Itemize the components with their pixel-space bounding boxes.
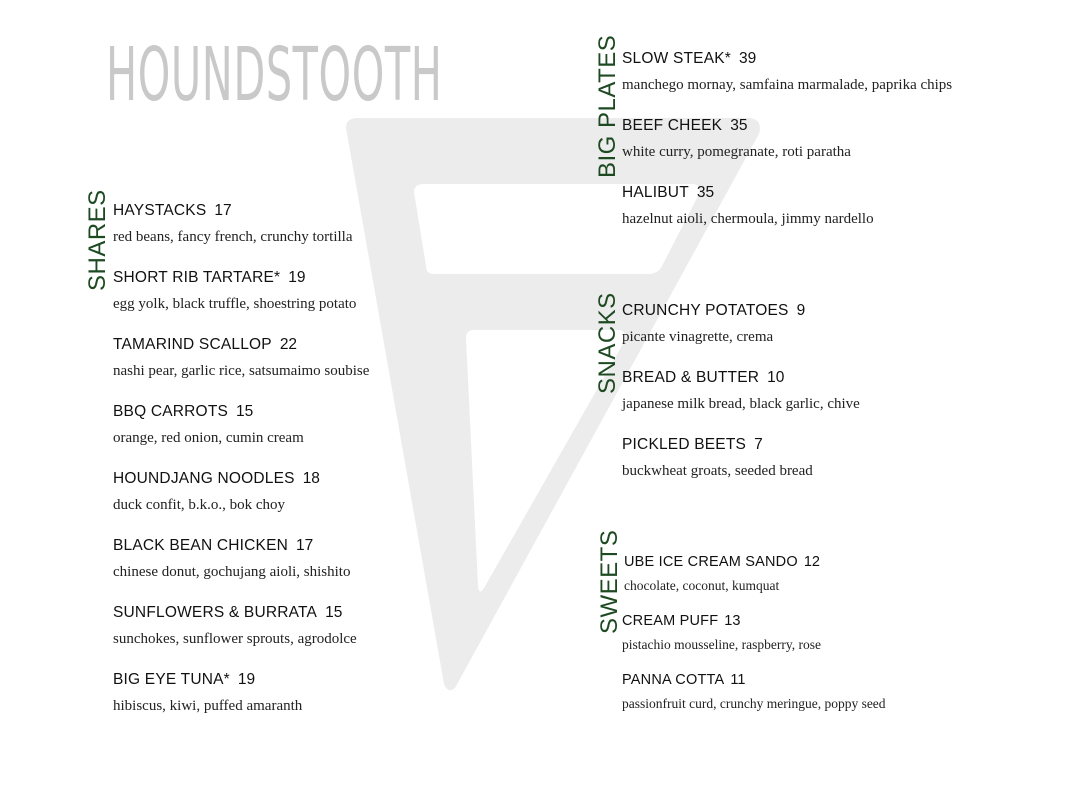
item-name: PICKLED BEETS: [622, 436, 747, 453]
item-price: 9: [796, 302, 806, 319]
menu-item: [113, 671, 302, 715]
menu-item: [113, 336, 369, 380]
item-description: hazelnut aioli, chermoula, jimmy nardello: [622, 211, 874, 227]
item-price: 19: [237, 671, 256, 688]
menu-item: [622, 184, 874, 228]
section-title-sweets: SWEETS: [596, 529, 623, 634]
item-price: 15: [325, 604, 343, 621]
item-description: hibiscus, kiwi, puffed amaranth: [113, 698, 303, 714]
item-description: manchego mornay, samfaina marmalade, paprika chips: [622, 77, 953, 93]
item-name: CRUNCHY POTATOES: [622, 302, 789, 319]
item-description: nashi pear, garlic rice, satsumaimo soubise: [113, 363, 370, 379]
item-name: HOUNDJANG NOODLES: [113, 470, 295, 487]
item-price: 17: [214, 202, 232, 219]
item-name: BLACK BEAN CHICKEN: [113, 537, 289, 554]
menu-item: [622, 117, 851, 161]
item-price: 18: [302, 470, 320, 487]
item-name: UBE ICE CREAM SANDO: [624, 554, 798, 570]
item-price: 12: [803, 554, 820, 570]
item-description: sunchokes, sunflower sprouts, agrodolce: [113, 631, 357, 647]
menu-item: [113, 269, 356, 313]
item-price: 13: [724, 613, 741, 629]
item-description: egg yolk, black truffle, shoestring potato: [113, 296, 357, 312]
item-name: SUNFLOWERS & BURRATA: [113, 604, 318, 621]
menu-item: [113, 604, 357, 648]
menu-item: [113, 470, 320, 514]
menu-item: [622, 612, 821, 653]
menu-item: [622, 302, 805, 346]
menu-item: [622, 50, 952, 94]
item-name: PANNA COTTA: [622, 672, 725, 688]
restaurant-logo-wordmark: HOUNDSTOOTH: [106, 32, 443, 118]
item-price: 19: [288, 269, 306, 286]
menu-item: [624, 553, 820, 594]
item-description: red beans, fancy french, crunchy tortilla: [113, 229, 353, 245]
item-price: 35: [696, 184, 715, 201]
item-name: CREAM PUFF: [622, 613, 719, 629]
item-description: duck confit, b.k.o., bok choy: [113, 497, 286, 513]
item-description: orange, red onion, cumin cream: [113, 430, 304, 446]
item-description: buckwheat groats, seeded bread: [622, 463, 813, 479]
item-name: BIG EYE TUNA*: [113, 671, 230, 688]
item-description: picante vinagrette, crema: [622, 329, 774, 345]
item-price: 35: [730, 117, 748, 134]
item-price: 10: [767, 369, 785, 386]
menu-item: [622, 436, 813, 480]
item-name: BBQ CARROTS: [113, 403, 229, 420]
item-description: passionfruit curd, crunchy meringue, poppy seed: [622, 696, 886, 711]
item-price: 39: [739, 50, 757, 67]
item-name: SLOW STEAK*: [622, 50, 732, 67]
menu-item: [113, 202, 352, 246]
section-title-shares: SHARES: [84, 189, 111, 291]
item-description: pistachio mousseline, raspberry, rose: [622, 637, 821, 652]
item-price: 17: [296, 537, 314, 554]
item-name: HALIBUT: [622, 184, 689, 201]
item-description: white curry, pomegranate, roti paratha: [622, 144, 851, 160]
item-price: 7: [754, 436, 763, 453]
section-title-snacks: SNACKS: [594, 292, 621, 394]
item-name: BREAD & BUTTER: [622, 369, 760, 386]
item-name: HAYSTACKS: [113, 202, 207, 219]
item-price: 15: [236, 403, 254, 420]
item-description: chocolate, coconut, kumquat: [624, 578, 780, 593]
item-price: 11: [730, 672, 746, 688]
menu-item: [113, 403, 304, 447]
item-description: chinese donut, gochujang aioli, shishito: [113, 564, 351, 580]
menu-item: [622, 671, 886, 712]
item-name: TAMARIND SCALLOP: [113, 336, 272, 353]
menu-item: [113, 537, 350, 581]
item-name: SHORT RIB TARTARE*: [113, 269, 281, 286]
section-title-big-plates: BIG PLATES: [594, 34, 621, 178]
menu-item: [622, 369, 860, 413]
item-description: japanese milk bread, black garlic, chive: [622, 396, 860, 412]
item-price: 22: [279, 336, 298, 353]
item-name: BEEF CHEEK: [622, 117, 723, 134]
